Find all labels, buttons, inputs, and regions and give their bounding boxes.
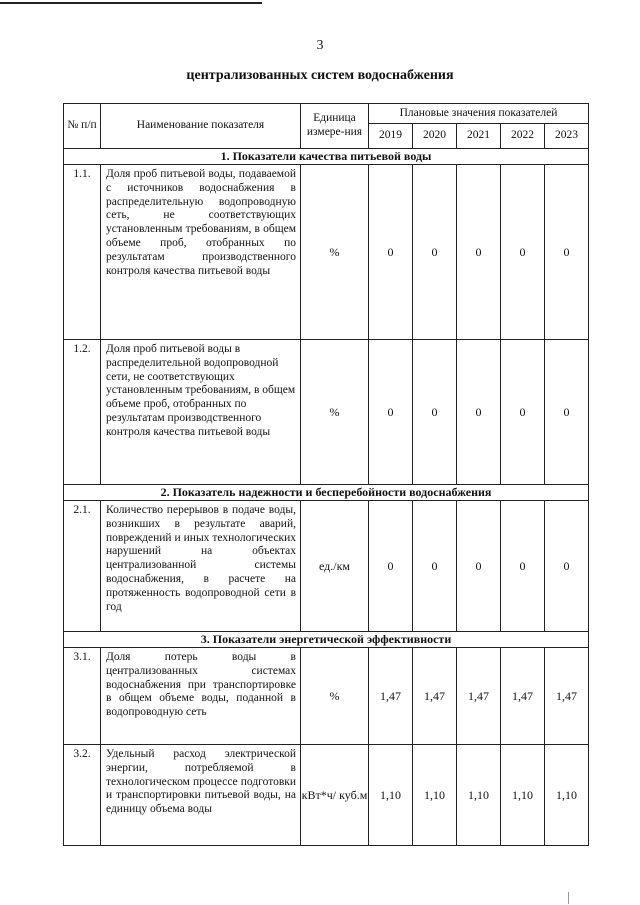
plan-value: 0	[413, 340, 457, 485]
table-row	[64, 340, 589, 485]
plan-value: 1,10	[457, 745, 501, 846]
header-unit: Единица измере-ния	[301, 104, 369, 149]
row-number: 2.1.	[64, 501, 101, 632]
section-title: 2. Показатель надежности и бесперебойности водоснабжения	[64, 485, 589, 501]
plan-value: 1,47	[545, 648, 589, 745]
indicator-name: Доля потерь воды в централизованных системах водоснабжения при транспортировке в общем объеме воды, поданной в водопроводную сеть	[101, 648, 301, 745]
table-row	[64, 648, 589, 745]
header-year: 2022	[501, 124, 545, 149]
plan-value: 0	[413, 165, 457, 340]
indicator-unit: %	[301, 648, 369, 745]
plan-value: 0	[369, 165, 413, 340]
plan-value: 0	[545, 340, 589, 485]
plan-value: 1,47	[457, 648, 501, 745]
plan-value: 0	[457, 165, 501, 340]
header-plan: Плановые значения показателей	[369, 104, 589, 124]
section-title: 3. Показатели энергетической эффективности	[64, 632, 589, 648]
plan-value: 0	[457, 340, 501, 485]
header-year: 2019	[369, 124, 413, 149]
top-rule	[0, 2, 262, 4]
indicator-unit: %	[301, 340, 369, 485]
plan-value: 1,47	[413, 648, 457, 745]
plan-value: 1,10	[545, 745, 589, 846]
plan-value: 0	[369, 501, 413, 632]
margin-mark	[568, 892, 569, 904]
header-year: 2021	[457, 124, 501, 149]
section-title: 1. Показатели качества питьевой воды	[64, 149, 589, 165]
plan-value: 0	[501, 340, 545, 485]
header-year: 2020	[413, 124, 457, 149]
row-number: 3.2.	[64, 745, 101, 846]
plan-value: 1,47	[369, 648, 413, 745]
header-name: Наименование показателя	[101, 104, 301, 149]
table-row	[64, 501, 589, 632]
indicator-unit: кВт*ч/ куб.м	[301, 745, 369, 846]
plan-value: 1,10	[501, 745, 545, 846]
row-number: 1.1.	[64, 165, 101, 340]
indicator-name: Доля проб питьевой воды в распределительной водопроводной сети, не соответствующих установленным требованиям, в общем объеме проб, отобранных по результатам производственного контроля качества питьевой воды	[101, 340, 301, 485]
plan-value: 1,47	[501, 648, 545, 745]
indicator-name: Удельный расход электрической энергии, потребляемой в технологическом процессе подготовки и транспортировки питьевой воды, на единицу объема воды	[101, 745, 301, 846]
plan-value: 1,10	[413, 745, 457, 846]
plan-value: 0	[545, 501, 589, 632]
indicator-unit: ед./км	[301, 501, 369, 632]
header-num: № п/п	[64, 104, 101, 149]
plan-value: 1,10	[369, 745, 413, 846]
header-year: 2023	[545, 124, 589, 149]
row-number: 3.1.	[64, 648, 101, 745]
plan-value: 0	[501, 501, 545, 632]
table-row	[64, 745, 589, 846]
table-row	[64, 165, 589, 340]
plan-value: 0	[369, 340, 413, 485]
indicator-unit: %	[301, 165, 369, 340]
row-number: 1.2.	[64, 340, 101, 485]
plan-value: 0	[545, 165, 589, 340]
indicator-name: Количество перерывов в подаче воды, возникших в результате аварий, повреждений и иных технологических нарушений на объектах централизованной системы водоснабжения, в расчете на протяженность водопроводной сети в год	[101, 501, 301, 632]
indicators-table	[63, 103, 589, 846]
plan-value: 0	[413, 501, 457, 632]
plan-value: 0	[457, 501, 501, 632]
document-title: централизованных систем водоснабжения	[186, 68, 454, 83]
indicator-name: Доля проб питьевой воды, подаваемой с источников водоснабжения в распределительную водопроводную сеть, не соответствующих установленным требованиям, в общем объеме проб, отобранных по результатам производственного контроля качества питьевой воды	[101, 165, 301, 340]
page-number: 3	[316, 38, 324, 53]
plan-value: 0	[501, 165, 545, 340]
